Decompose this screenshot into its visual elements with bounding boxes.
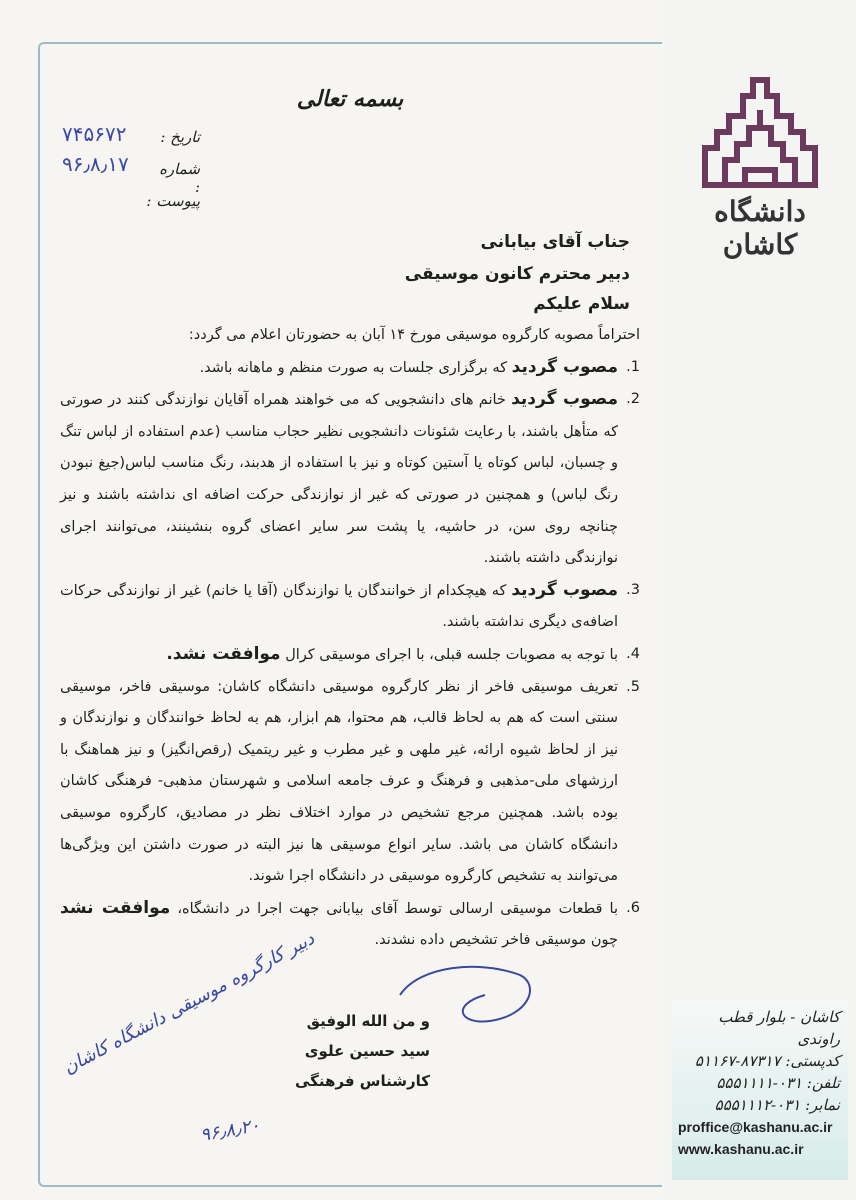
item-number: 3. [626,581,640,598]
attachment-label: پیوست : [146,192,200,210]
handwritten-note: دبیر کارگروه موسیقی دانشگاه کاشان [60,928,318,1079]
item-number: 1. [626,358,640,375]
contact-address: کاشان - بلوار قطب راوندی [718,1008,840,1048]
item-text: تعریف موسیقی فاخر از نظر کارگروه موسیقی دانشگاه کاشان: موسیقی فاخر، موسیقی سنتی است که هم به لحاظ قالب، هم محتوا، هم ابزار، هم به لحاظ خوانندگان و نوازندگان و نیز از لحاظ شیوه ارائه، غیر ملهی و غیر مطرب و غیر ریتمیک (رقص‌انگیز) و نیز هماهنگ با ارزشهای ملی-مذهبی و فرهنگ و عرف جامعه اسلامی و شهرستان مذهبی- فرهنگی کاشان بوده باشد. همچنین مرجع تشخیص در موارد اختلاف نظر در مصادیق، کارگروه موسیقی دانشگاه کاشان می باشد. سایر انواع موسیقی ها نیز البته در صورت داشتن این ویژگی‌ها می‌توانند به تشخیص کارگروه موسیقی در دانشگاه اجرا شوند. [60,678,618,885]
number-label: شماره : [159,160,200,196]
signature-closing: و من الله الوفیق [306,1012,430,1030]
contact-box [672,1000,848,1180]
contact-phone: تلفن: ۰۳۱-۵۵۵۱۱۱۱ [716,1074,840,1092]
item-text: خانم های دانشجویی که می خواهند همراه آقایان نوازندگی کنند در صورتی که متأهل باشند، با رعایت شئونات دانشجویی نظیر حجاب مناسب (عدم استفاده از لباس تنگ و چسبان، لباس کوتاه یا آستین کوتاه و نیز با استفاده از هدبند، رنگ مناسب لباس(جیغ نبودن رنگ لباس) و همچنین در صورتی که غیر از نوازندگی حرکت اضافه ای نداشته باشند و نیز چنانچه روی سن، در حاشیه، یا پشت سر سایر اعضای گروه بنشینند، می‌توانند اجرای نوازندگی داشته باشند. [60,392,618,567]
item-text: با قطعات موسیقی ارسالی توسط آقای بیابانی جهت اجرا در دانشگاه، [170,900,618,917]
letter-body [60,320,640,957]
recipient-title: دبیر محترم کانون موسیقی [404,264,630,284]
list-item [60,352,640,385]
date-value: ۷۴۵۶۷۲ [62,122,127,146]
number-value: ۹۶٫۸٫۱۷ [62,152,129,176]
item-text: که هیچکدام از خوانندگان یا نوازندگان (آقا یا خانم) غیر از نوازندگی حرکات اضافه‌ی دیگری نداشته باشند. [60,582,618,631]
intro-text: احتراماً مصوبه کارگروه موسیقی مورخ ۱۴ آبان به حضورتان اعلام می گردد: [188,327,640,343]
item-number: 6. [626,899,640,916]
signature-title: کارشناس فرهنگی [295,1072,430,1090]
university-name: دانشگاه کاشان [714,195,806,261]
item-text-end: چون موسیقی فاخر تشخیص داده نشدند. [374,932,618,949]
date-label: تاریخ : [160,128,200,146]
university-logo-icon [695,70,825,195]
contact-fax: نمابر: ۰۳۱-۵۵۵۱۱۱۲ [714,1096,840,1114]
greeting: سلام علیکم [533,294,630,314]
item-bold: مصوب گردید [511,356,618,377]
list-item [60,575,640,639]
signature-scribble-icon [390,955,540,1035]
list-item [60,639,640,672]
item-text: با توجه به مصوبات جلسه قبلی، با اجرای موسیقی کرال [280,646,618,663]
item-bold: مصوب گردید [511,579,618,600]
item-bold: مصوب گردید [511,389,619,410]
item-number: 4. [626,645,640,662]
item-text: که برگزاری جلسات به صورت منظم و ماهانه باشد. [199,359,512,376]
list-item [60,672,640,893]
item-bold: موافقت نشد [60,897,171,918]
item-bold: موافقت نشد. [166,643,281,664]
basmala-heading: بسمه تعالی [296,86,404,112]
contact-website: www.kashanu.ac.ir [678,1141,804,1157]
item-number: 5. [626,678,640,695]
contact-email: proffice@kashanu.ac.ir [678,1119,833,1135]
recipient-name: جناب آقای بیابانی [480,232,630,252]
contact-postal: کدپستی: ۸۷۳۱۷-۵۱۱۶۷ [694,1052,840,1070]
handwritten-date: ۹۶٫۸٫۲۰ [198,1114,262,1147]
list-item [60,893,640,957]
signature-name: سید حسین علوی [304,1042,430,1060]
list-item [60,384,640,575]
item-number: 2. [626,391,640,408]
